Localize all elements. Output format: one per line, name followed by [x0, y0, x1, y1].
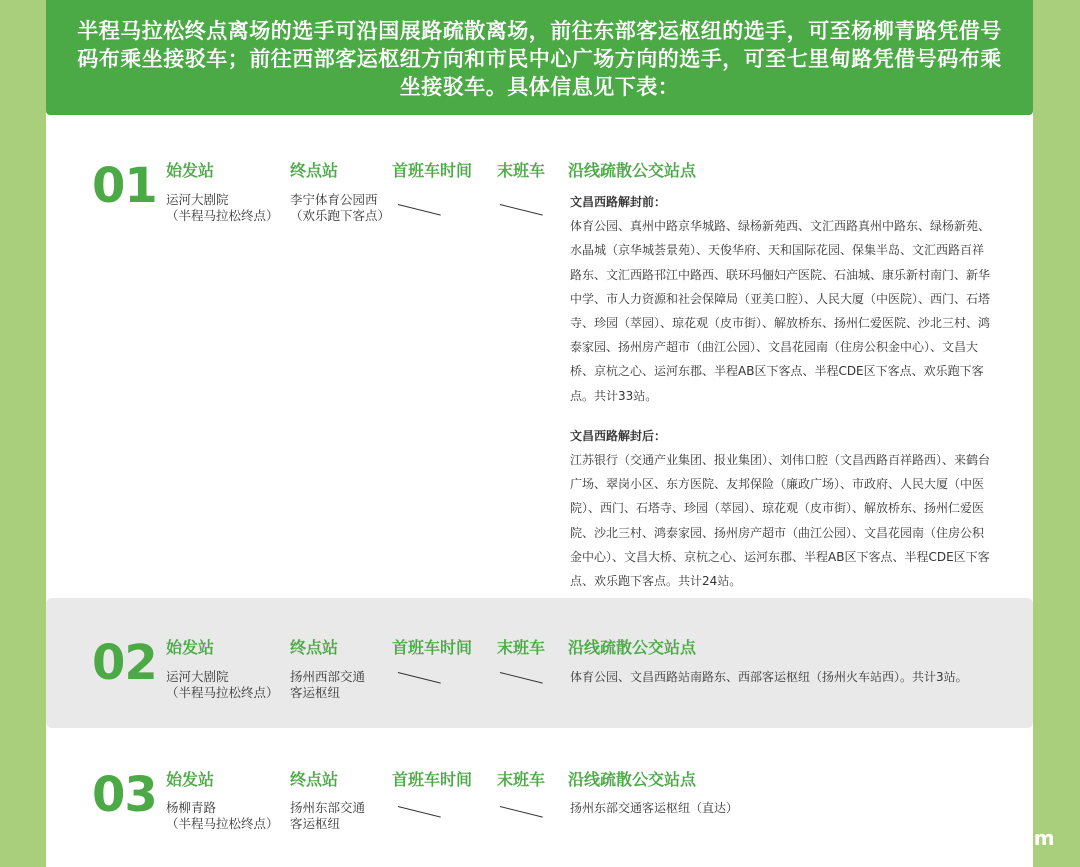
col-header-first-bus: 首班车时间 [392, 770, 473, 789]
col-header-stops: 沿线疏散公交站点 [568, 770, 697, 789]
start-station-note: （半程马拉松终点） [166, 208, 279, 223]
first-bus-none [398, 806, 441, 818]
end-station-name: 扬州东部交通 [290, 800, 366, 815]
start-station-note: （半程马拉松终点） [166, 685, 279, 700]
start-station [166, 192, 279, 224]
start-station-name: 杨柳青路 [166, 800, 217, 815]
route-section-02 [46, 598, 1033, 728]
end-station [290, 192, 390, 224]
route-number: 02 [92, 635, 157, 691]
end-station [290, 669, 365, 701]
route-section-01 [46, 130, 1033, 590]
stops-text-after: 江苏银行（交通产业集团、报业集团）、刘伟口腔（文昌西路百祥路西）、来鹤台广场、翠岗小区、东方医院、友邦保险（廉政广场）、市政府、人民大厦（中医院）、西门、石塔寺、珍园（萃园）、琼花观（皮市街）、解放桥东、扬州仁爱医院、沙北三村、鸿泰家园、扬州房产超市（曲江公园）、文昌花园南（住房公积金中心）、文昌大桥、京杭之心、运河东郡、半程AB区下客点、半程CDE区下客点、欢乐跑下客点。共计24站。 [570, 453, 991, 589]
col-header-stops: 沿线疏散公交站点 [568, 638, 697, 657]
watermark-text: om [1020, 826, 1055, 850]
end-station-note: 客运枢纽 [290, 685, 341, 700]
stops-text-before: 体育公园、真州中路京华城路、绿杨新苑西、文汇西路真州中路东、绿杨新苑、水晶城（京华城荟景苑）、天俊华府、天和国际花园、保集半岛、文汇西路百祥路东、文汇西路邗江中路西、联环玛俪妇产医院、石油城、康乐新村南门、新华中学、市人力资源和社会保障局（亚美口腔）、人民大厦（中医院）、西门、石塔寺、珍园（萃园）、琼花观（皮市街）、解放桥东、扬州仁爱医院、沙北三村、鸿泰家园、扬州房产超市（曲江公园）、文昌花园南（住房公积金中心）、文昌大桥、京杭之心、运河东郡、半程AB区下客点、半程CDE区下客点、欢乐跑下客点。共计33站。 [570, 219, 991, 403]
first-bus-none [398, 204, 441, 216]
end-station-note: 客运枢纽 [290, 816, 341, 831]
col-header-start: 始发站 [166, 638, 215, 657]
col-header-last-bus: 末班车 [497, 770, 546, 789]
col-header-last-bus: 末班车 [497, 638, 546, 657]
start-station-name: 运河大剧院 [166, 669, 229, 684]
stops-list [570, 665, 995, 689]
first-bus-none [398, 672, 441, 684]
header-banner [46, 0, 1033, 115]
last-bus-none [500, 806, 543, 818]
stops-list [570, 190, 995, 593]
last-bus-none [500, 672, 543, 684]
end-station-note: （欢乐跑下客点） [290, 208, 391, 223]
start-station-note: （半程马拉松终点） [166, 816, 279, 831]
col-header-first-bus: 首班车时间 [392, 161, 473, 180]
route-number: 01 [92, 158, 157, 214]
col-header-start: 始发站 [166, 770, 215, 789]
col-header-stops: 沿线疏散公交站点 [568, 161, 697, 180]
end-station-name: 李宁体育公园西 [290, 192, 378, 207]
stops-subtitle-after: 文昌西路解封后： [570, 428, 667, 443]
header-text: 半程马拉松终点离场的选手可沿国展路疏散离场，前往东部客运枢纽的选手，可至杨柳青路凭借号码布乘坐接驳车；前往西部客运枢纽方向和市民中心广场方向的选手，可至七里甸路凭借号码布乘坐接驳车。具体信息见下表： [77, 19, 1002, 99]
stops-text: 体育公园、文昌西路站南路东、西部客运枢纽（扬州火车站西）。共计3站。 [570, 670, 968, 684]
col-header-end: 终点站 [290, 770, 339, 789]
route-section-03 [46, 730, 1033, 867]
col-header-end: 终点站 [290, 161, 339, 180]
col-header-start: 始发站 [166, 161, 215, 180]
stops-list [570, 796, 995, 820]
col-header-first-bus: 首班车时间 [392, 638, 473, 657]
stops-text: 扬州东部交通客运枢纽（直达） [570, 801, 739, 815]
start-station-name: 运河大剧院 [166, 192, 229, 207]
end-station-name: 扬州西部交通 [290, 669, 366, 684]
start-station [166, 669, 279, 701]
last-bus-none [500, 204, 543, 216]
col-header-last-bus: 末班车 [497, 161, 546, 180]
end-station [290, 800, 365, 832]
route-number: 03 [92, 767, 157, 823]
col-header-end: 终点站 [290, 638, 339, 657]
start-station [166, 800, 279, 832]
stops-subtitle-before: 文昌西路解封前： [570, 195, 667, 209]
